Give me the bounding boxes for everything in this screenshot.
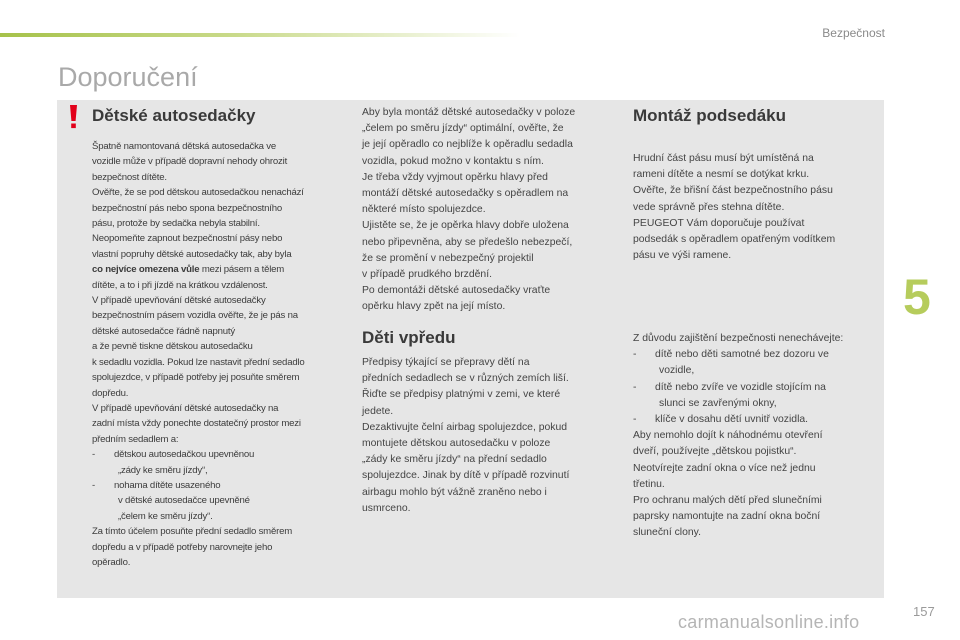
text-line: jedete. [362,405,394,417]
heading-children-front: Děti vpředu [362,328,456,347]
text-line: Neopomeňte zapnout bezpečnostní pásy nebo [92,233,283,245]
text-line: Z důvodu zajištění bezpečnosti nenechávejte: [633,333,844,344]
text-line: dveří, používejte „dětskou pojistku“. [633,446,797,458]
text-line: podsedák s opěradlem opatřeným vodítkem [633,234,836,246]
col2-body [362,105,617,316]
text-line: Neotvírejte zadní okna o více než jednu [633,462,816,474]
text-line: sluneční clony. [633,527,701,539]
text-line: třetinu. [633,478,665,490]
text-line: v případě prudkého brzdění. [362,269,492,281]
heading-booster-seat: Montáž podsedáku [633,106,787,125]
list-dash: - [633,381,637,393]
col2-body-2 [362,355,624,517]
text-line: Za tímto účelem posuňte přední sedadlo směrem [92,526,293,538]
text-line: montáží dětské autosedačky s opěradlem na [362,188,569,200]
text-line: Dezaktivujte čelní airbag spolujezdce, pokud [362,421,568,433]
text-line: „zády ke směru jízdy“ na přední sedadlo [362,454,547,466]
text-line: spolujezdce, v případě potřeby jej posuňte směrem [92,372,300,384]
list-dash: - [92,479,95,491]
text-line: usmrceno. [362,502,411,514]
text-line: dopředu. [92,387,129,399]
list-text: dětskou autosedačkou upevněnou [114,449,255,461]
text-line: k sedadlu vozidla. Pokud lze nastavit přední sedadlo [92,356,305,368]
watermark-text: carmanualsonline.info [678,612,860,632]
text-line: Po demontáži dětské autosedačky vraťte [362,285,551,297]
col3-body [633,151,881,264]
col1-body [92,139,350,570]
text-line: airbagu mohlo být vážně zraněno nebo i [362,486,547,498]
text-line: V případě upevňování dětské autosedačky na [92,402,279,414]
list-text-cont: vozidle, [659,365,695,377]
text-line: PEUGEOT Vám doporučuje používat [633,217,805,229]
list-dash: - [92,449,95,461]
text-line: Ujistěte se, že je opěrka hlavy dobře uložena [362,220,569,232]
page-number: 157 [913,604,935,619]
text-line: „čelem po směru jízdy“ optimální, ověřte, že [362,123,564,135]
text-line: Pro ochranu malých dětí před slunečními [633,495,822,507]
text-line: opěrku hlavy zpět na její místo. [362,301,506,313]
text-line: předním sedadlem a: [92,433,179,445]
text-line: Špatně namontovaná dětská autosedačka ve [92,141,277,152]
text-line: opěradlo. [92,556,131,568]
list-dash: - [633,349,637,361]
header-accent-bar [0,33,520,37]
text-line: montujete dětskou autosedačku v poloze [362,438,551,450]
text-line: vozidla, pokud možno v kontaktu s ním. [362,155,544,167]
text-line: bezpečnost dítěte. [92,171,167,183]
text-line: vozidle může v případě dopravní nehody ohrozit [92,156,288,168]
text-line: pásu ve výši ramene. [633,250,732,262]
text-line: dítěte, a to i při jízdě na krátkou vzdálenost. [92,279,268,291]
text-line: předních sedadlech se v různých zemích liší. [362,373,569,385]
text-line: bezpečnostním pásem vozidla ověřte, že je pás na [92,310,298,322]
text-line: rameni dítěte a nesmí se dotýkat krku. [633,169,810,181]
warning-exclamation-icon [67,105,80,129]
text-line: Řiďte se předpisy platnými v zemi, ve které [362,389,561,401]
section-label: Bezpečnost [822,26,885,40]
list-item [633,412,883,428]
text-line: a že pevně tiskne dětskou autosedačku [92,341,253,353]
text-line: spolujezdce. Jinak by dítě v případě rozvinutí [362,470,570,482]
col3-body-2 [633,331,883,542]
list-item [633,347,883,363]
text-line: Předpisy týkající se přepravy dětí na [362,357,530,368]
list-item [92,447,350,462]
chapter-tab-number: 5 [903,269,931,325]
text-line: V případě upevňování dětské autosedačky [92,295,266,307]
text-line: je její opěradlo co nejblíže k opěradlu sedadla [362,139,573,151]
list-text: dítě nebo zvíře ve vozidle stojícím na [655,381,826,393]
bold-phrase: co nejvíce omezena vůle [92,264,200,276]
text-line: některé místo spolujezdce. [362,204,486,216]
list-text-cont: slunci se zavřenými okny, [659,397,777,409]
list-text: dítě nebo děti samotné bez dozoru ve [655,349,829,361]
text-run: mezi pásem a tělem [199,264,285,276]
list-text-cont: „zády ke směru jízdy“, [118,464,208,476]
text-line: pásu, protože by sedačka nebyla stabilní. [92,218,260,230]
text-line: dětské autosedačce řádně napnutý [92,325,235,337]
text-line: vlastní popruhy dětské autosedačky tak, aby byla [92,248,292,260]
list-text-cont: „čelem ke směru jízdy“. [118,510,213,522]
list-text: klíče v dosahu dětí uvnitř vozidla. [655,414,809,426]
list-dash: - [633,414,637,426]
list-item [92,478,350,493]
list-item [633,380,883,396]
text-line: že se promění v nebezpečný projektil [362,252,534,264]
text-line: bezpečnostní pás nebo spona bezpečnostního [92,202,283,214]
list-text: nohama dítěte usazeného [114,479,221,491]
heading-child-seats: Dětské autosedačky [92,106,256,125]
text-line [92,262,350,277]
text-line: Je třeba vždy vyjmout opěrku hlavy před [362,171,548,183]
list-text-cont: v dětské autosedačce upevněné [118,495,250,507]
text-line: vede správně přes stehna dítěte. [633,201,785,213]
text-line: Ověřte, že břišní část bezpečnostního pásu [633,185,833,197]
text-line: Aby nemohlo dojít k náhodnému otevření [633,430,823,442]
text-line: Hrudní část pásu musí být umístěná na [633,153,814,164]
text-line: nebo připevněna, aby se předešlo nebezpečí, [362,236,573,248]
text-line: zadní místa vždy ponechte dostatečný prostor mezi [92,418,301,430]
text-line: dopředu a v případě potřeby narovnejte jeho [92,541,273,553]
text-line: Aby byla montáž dětské autosedačky v poloze [362,107,576,118]
text-line: paprsky namontujte na zadní okna boční [633,511,821,523]
page-title: Doporučení [58,62,198,92]
text-line: Ověřte, že se pod dětskou autosedačkou nenachází [92,187,304,199]
